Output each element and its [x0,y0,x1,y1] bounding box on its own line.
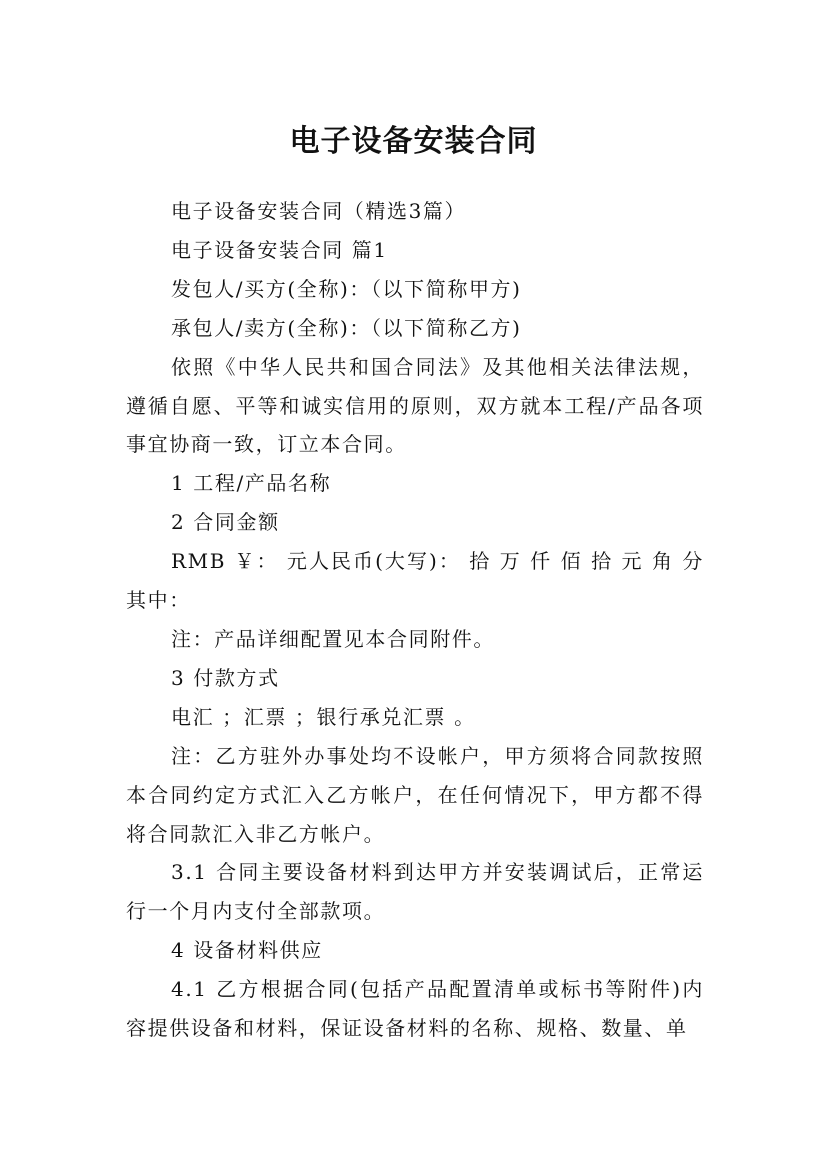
paragraph-amount: RMB ￥： 元人民币(大写)： 拾 万 仟 佰 拾 元 角 分 其中： [126,549,704,613]
paragraph-note-config: 注：产品详细配置见本合同附件。 [171,626,495,651]
paragraph-subtitle: 电子设备安装合同（精选3篇） [171,199,467,223]
paragraph-preamble: 依照《中华人民共和国合同法》及其他相关法律法规，遵循自愿、平等和诚实信用的原则，双方就本工程/产品各项事宜协商一致，订立本合同。 [126,354,704,457]
document-title: 电子设备安装合同 [289,124,538,160]
paragraph-clause-4: 4 设备材料供应 [171,938,323,963]
paragraph-party-b: 承包人/卖方(全称)：（以下简称乙方) [171,315,522,340]
paragraph-payment-methods: 电汇 ；汇票 ；银行承兑汇票 。 [171,704,476,729]
paragraph-clause-4-1: 4.1 乙方根据合同(包括产品配置清单或标书等附件)内容提供设备和材料，保证设备材料的名称、规格、数量、单 [126,977,704,1041]
paragraph-clause-2: 2 合同金额 [171,510,280,535]
paragraph-clause-3-1: 3.1 合同主要设备材料到达甲方并安装调试后，正常运行一个月内支付全部款项。 [126,860,704,924]
document-body [126,192,704,1048]
paragraph-clause-3: 3 付款方式 [171,665,280,690]
paragraph-section-title: 电子设备安装合同 篇1 [171,237,388,262]
paragraph-note-account: 注：乙方驻外办事处均不设帐户，甲方须将合同款按照本合同约定方式汇入乙方帐户，在任何情况下，甲方都不得将合同款汇入非乙方帐户。 [126,743,704,846]
paragraph-clause-1: 1 工程/产品名称 [171,471,332,496]
paragraph-party-a: 发包人/买方(全称)：（以下简称甲方) [171,276,522,301]
